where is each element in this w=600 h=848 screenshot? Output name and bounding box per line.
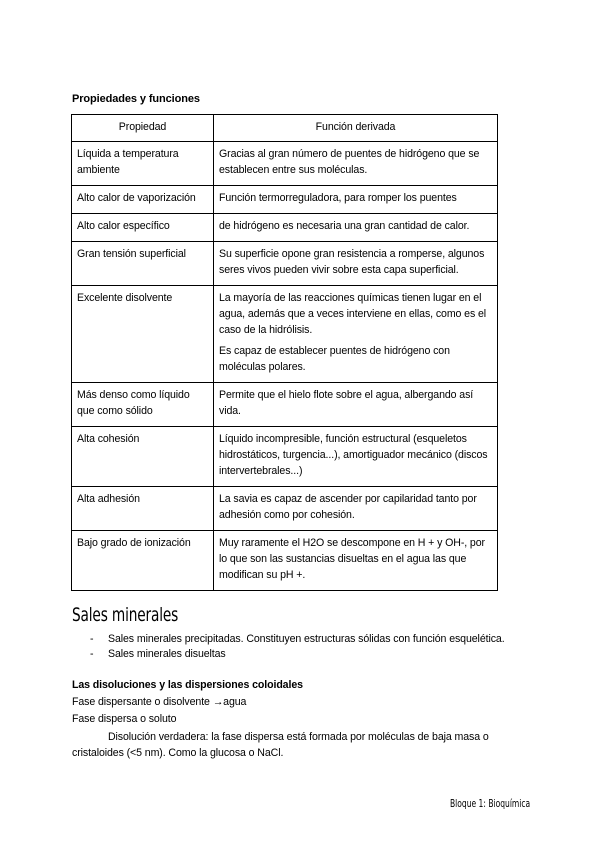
fase-dispersante-line: Fase dispersante o disolvente →agua [72, 696, 247, 708]
property-cell: Alta cohesión [72, 427, 214, 487]
table-row [72, 186, 498, 214]
header-function: Función derivada [214, 115, 498, 142]
property-cell: Alta adhesión [72, 487, 214, 531]
properties-table [71, 114, 498, 591]
function-text: Muy raramente el H2O se descompone en H + y OH-, por lo que son las sustancias disueltas en el agua las que modifican su pH +. [219, 537, 485, 581]
function-cell [214, 214, 498, 242]
list-item-text: Sales minerales disueltas [108, 648, 226, 660]
table-body [72, 142, 498, 591]
function-text: La savia es capaz de ascender por capilaridad tanto por adhesión como por cohesión. [219, 493, 477, 521]
property-cell: Excelente disolvente [72, 286, 214, 383]
table-row [72, 531, 498, 591]
fase-dispersa-line: Fase dispersa o soluto [72, 713, 177, 725]
property-cell: Alto calor de vaporización [72, 186, 214, 214]
sales-list [90, 632, 510, 662]
header-property: Propiedad [72, 115, 214, 142]
section-heading: Propiedades y funciones [72, 93, 200, 105]
table-row [72, 383, 498, 427]
table-row [72, 142, 498, 186]
bullet-dash: - [90, 633, 94, 645]
function-cell [214, 286, 498, 383]
sales-title: Sales minerales [72, 604, 179, 626]
table-header-row [72, 115, 498, 142]
function-text: Su superficie opone gran resistencia a romperse, algunos seres vivos pueden vivir sobre esta capa superficial. [219, 248, 485, 276]
list-item [90, 632, 510, 647]
property-cell: Gran tensión superficial [72, 242, 214, 286]
table-row [72, 214, 498, 242]
function-text: La mayoría de las reacciones químicas tienen lugar en el agua, además que a veces interviene en ellas, como es el caso de la hidrólisis. [219, 292, 487, 336]
function-text: de hidrógeno es necesaria una gran cantidad de calor. [219, 220, 470, 232]
function-cell [214, 242, 498, 286]
table-row [72, 487, 498, 531]
table-row [72, 427, 498, 487]
property-cell: Más denso como líquido que como sólido [72, 383, 214, 427]
function-text: Líquido incompresible, función estructural (esqueletos hidrostáticos, turgencia...), amortiguador mecánico (discos intervertebrales...) [219, 433, 488, 477]
function-text: Permite que el hielo flote sobre el agua, albergando así vida. [219, 389, 474, 417]
function-text: Es capaz de establecer puentes de hidrógeno con moléculas polares. [219, 345, 450, 373]
table-row [72, 242, 498, 286]
disoluciones-heading: Las disoluciones y las dispersiones coloidales [72, 679, 303, 691]
property-cell: Líquida a temperatura ambiente [72, 142, 214, 186]
function-cell [214, 186, 498, 214]
function-cell [214, 487, 498, 531]
property-cell: Alto calor específico [72, 214, 214, 242]
function-text: Gracias al gran número de puentes de hidrógeno que se establecen entre sus moléculas. [219, 148, 480, 176]
list-item-text: Sales minerales precipitadas. Constituyen estructuras sólidas con función esquelética. [108, 633, 505, 645]
property-cell: Bajo grado de ionización [72, 531, 214, 591]
page-footer: Bloque 1: Bioquímica [450, 798, 531, 810]
function-cell [214, 427, 498, 487]
function-text: Función termorreguladora, para romper los puentes [219, 192, 457, 204]
disolucion-verdadera-paragraph: Disolución verdadera: la fase dispersa está formada por moléculas de baja masa o cristaloides (<5 nm). Como la glucosa o NaCl. [72, 731, 489, 759]
bullet-dash: - [90, 648, 94, 660]
table-row [72, 286, 498, 383]
list-item [90, 647, 510, 662]
function-cell [214, 142, 498, 186]
function-cell [214, 531, 498, 591]
function-cell [214, 383, 498, 427]
